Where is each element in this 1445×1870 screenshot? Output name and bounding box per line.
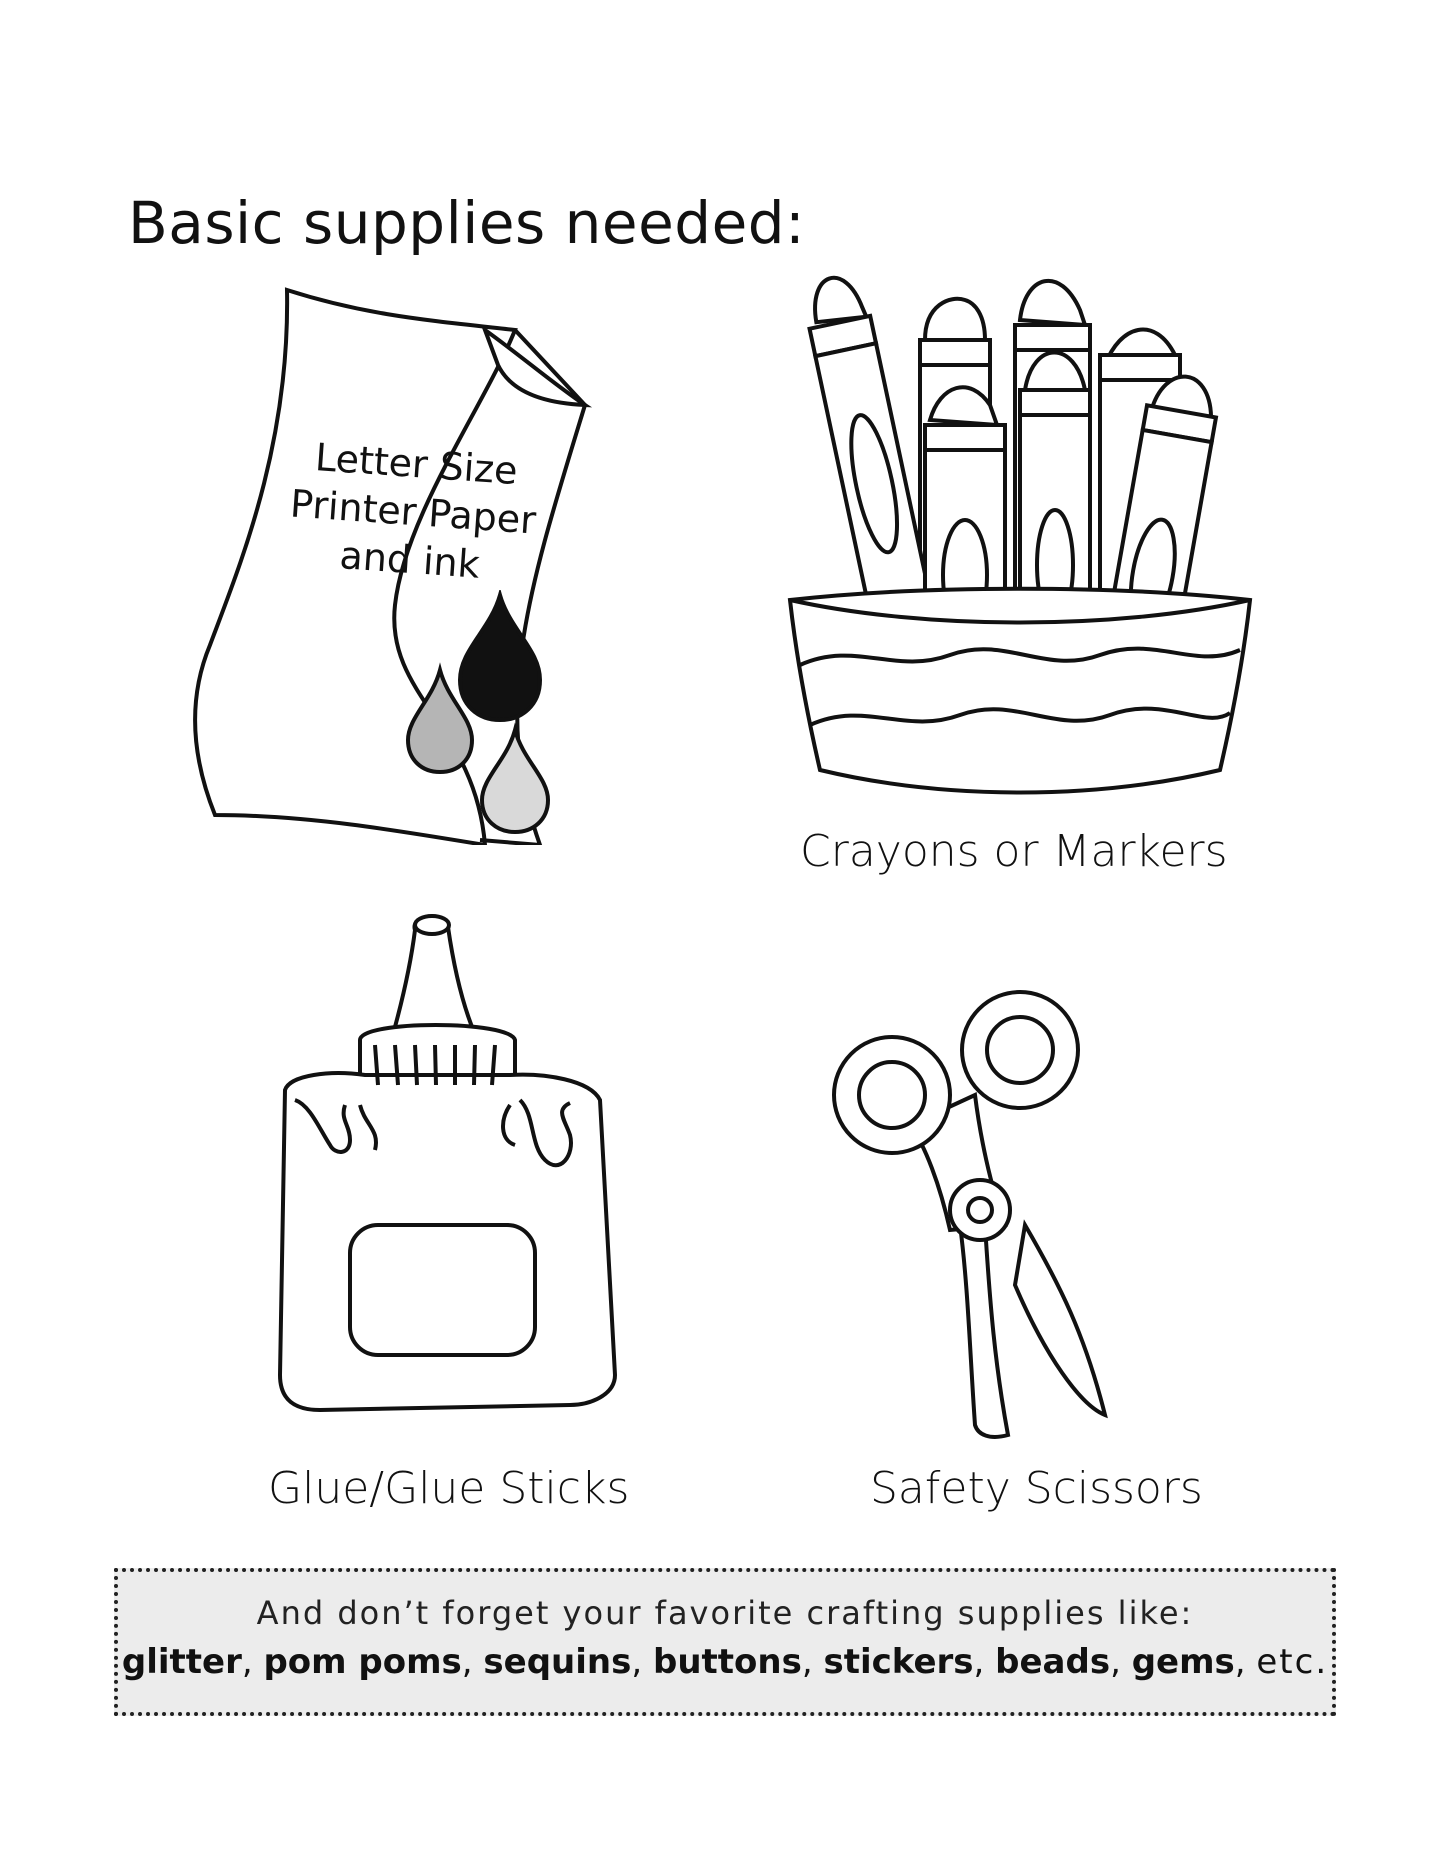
supply-item: gems	[1131, 1642, 1235, 1682]
paper-label-line: Letter Size	[313, 435, 520, 494]
footer-supplies	[118, 1642, 1332, 1682]
separator: ,	[631, 1642, 653, 1682]
footer-note	[114, 1568, 1336, 1716]
glue-bottle-icon	[270, 905, 620, 1415]
paper-label-line: Printer Paper	[288, 481, 538, 543]
supply-item: stickers	[823, 1642, 974, 1682]
separator: ,	[801, 1642, 824, 1682]
glue-caption: Glue/Glue Sticks	[268, 1463, 630, 1514]
separator: ,	[973, 1642, 996, 1682]
footer-suffix: etc.	[1256, 1642, 1329, 1682]
separator: ,	[1110, 1642, 1132, 1682]
separator: ,	[461, 1642, 484, 1682]
separator: ,	[241, 1642, 264, 1682]
ink-drop-icon	[460, 595, 540, 720]
scissors-icon	[830, 985, 1150, 1455]
crayons-caption: Crayons or Markers	[800, 826, 1228, 877]
paper-label-line: and ink	[338, 533, 482, 587]
ink-drop-icon	[482, 730, 548, 832]
supply-item: buttons	[652, 1642, 802, 1682]
crayon-cup-icon	[775, 255, 1265, 805]
supply-item: pom poms	[263, 1642, 462, 1682]
separator: ,	[1234, 1642, 1257, 1682]
supply-item: sequins	[483, 1642, 632, 1682]
page-title: Basic supplies needed:	[128, 188, 806, 257]
supply-item: beads	[995, 1642, 1111, 1682]
footer-intro: And don’t forget your favorite crafting supplies like:	[256, 1594, 1194, 1632]
ink-drops	[400, 590, 580, 840]
paper-label	[285, 432, 541, 593]
supply-item: glitter	[121, 1642, 242, 1682]
scissors-caption: Safety Scissors	[870, 1463, 1203, 1514]
